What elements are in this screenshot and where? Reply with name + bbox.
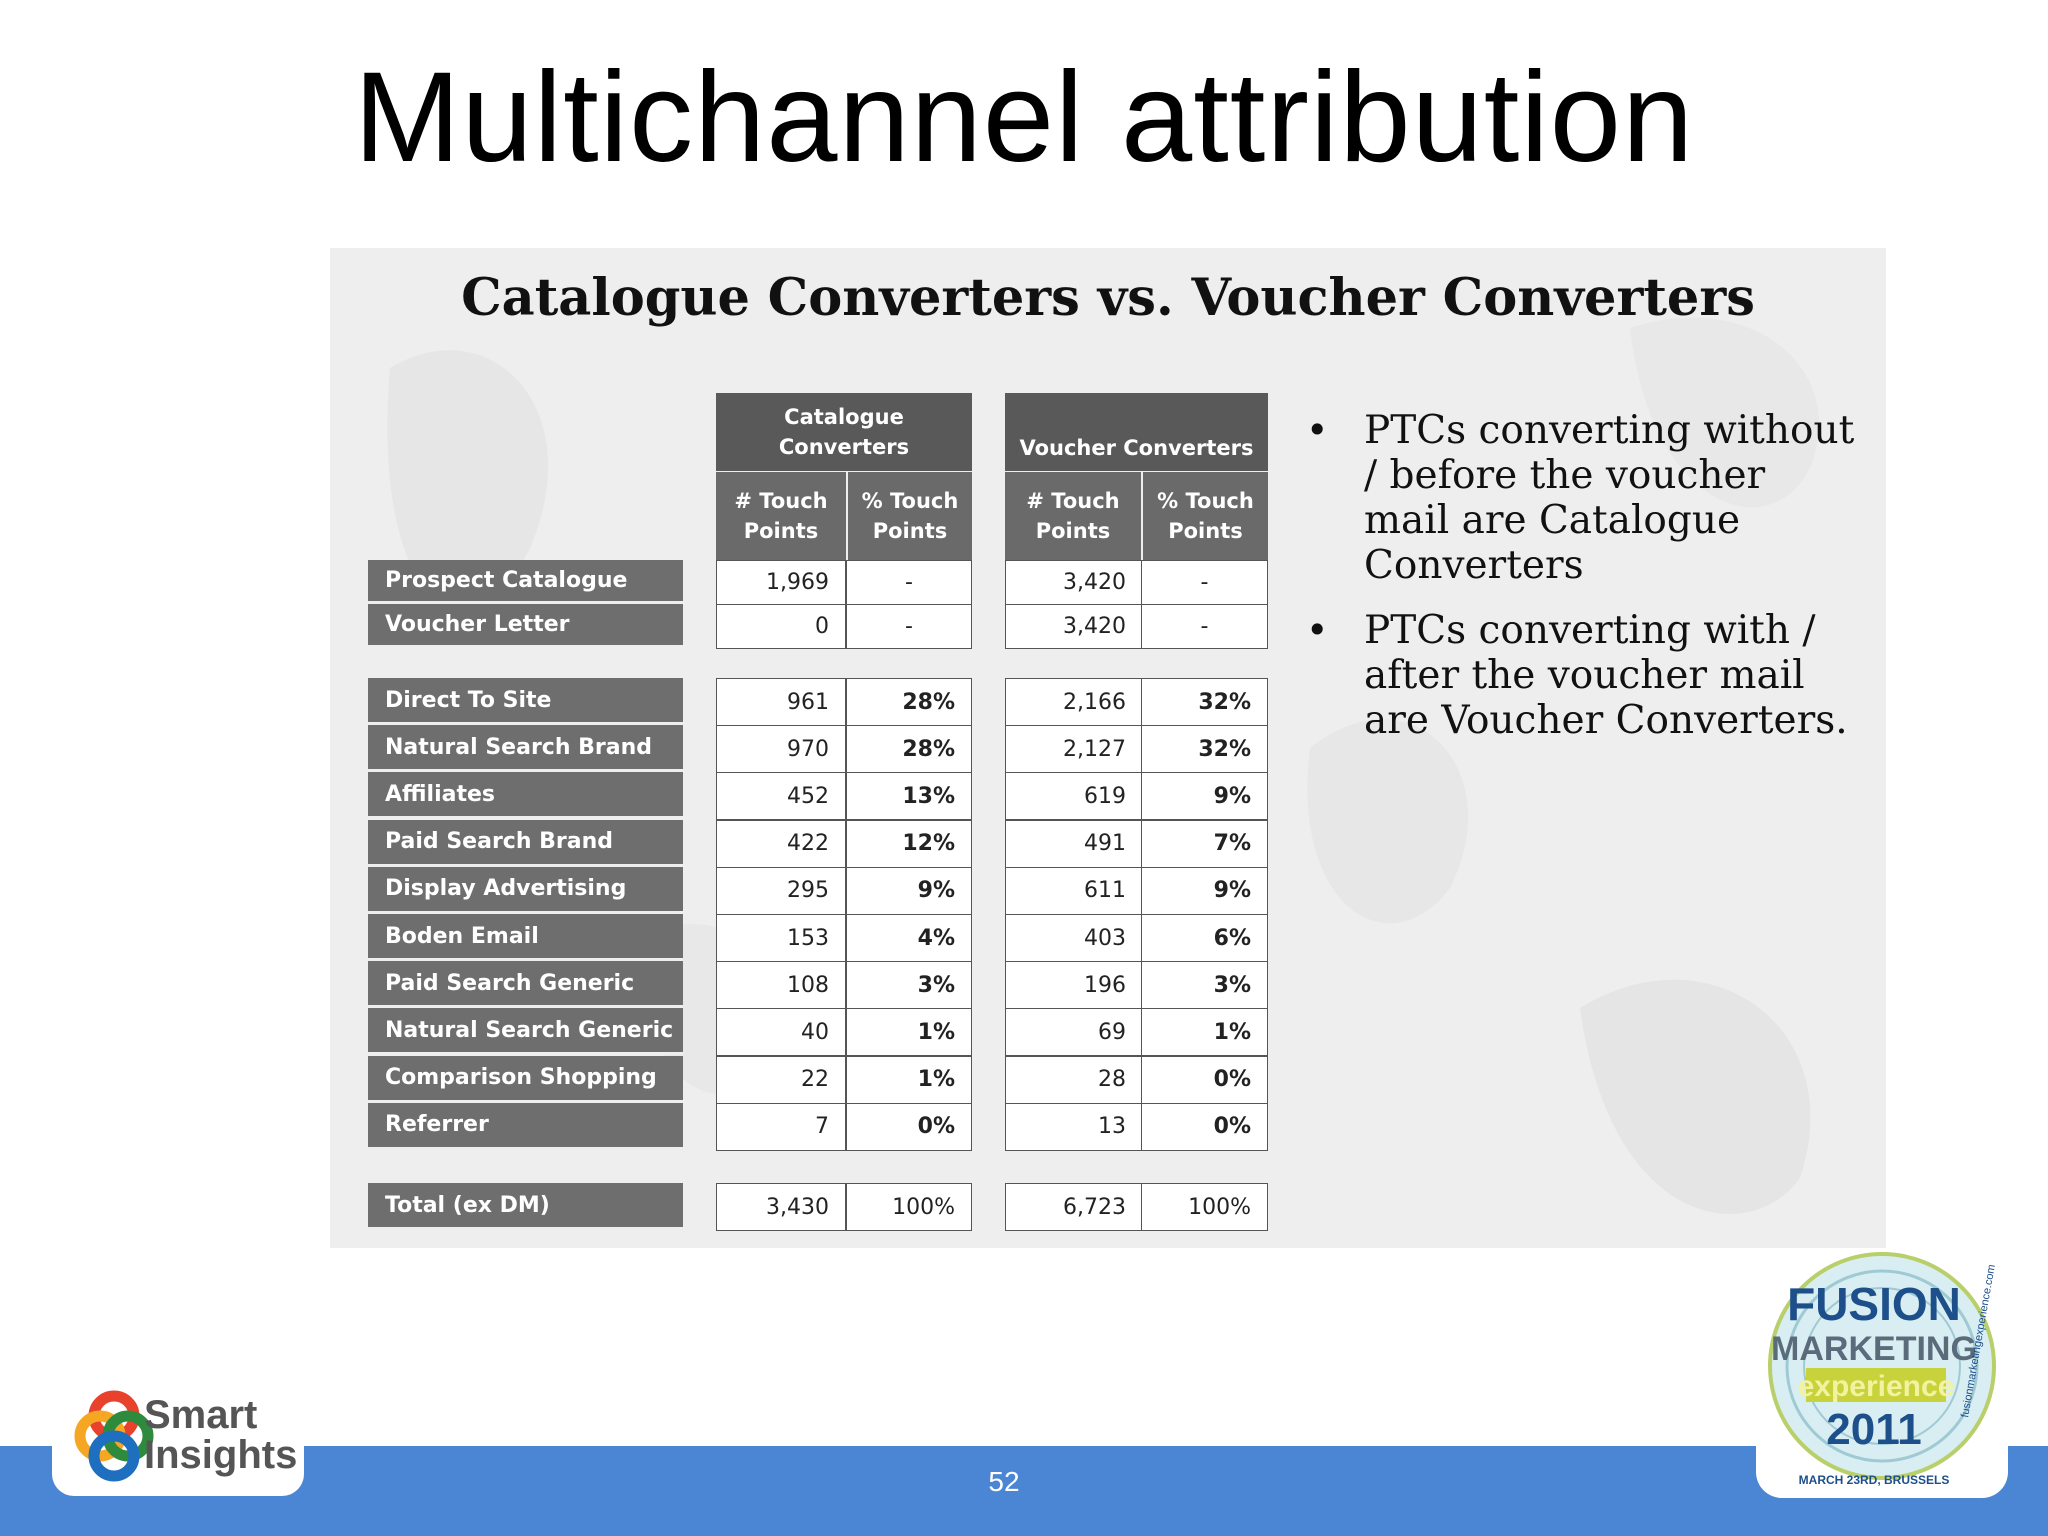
voucher-count-cell: 3,420 [1005, 560, 1143, 605]
header-line: Points [1035, 519, 1111, 543]
voucher-count-cell: 6,723 [1005, 1183, 1143, 1231]
catalogue-count-cell: 40 [716, 1008, 846, 1056]
header-line: Catalogue [784, 405, 904, 429]
catalogue-percent-cell: 100% [846, 1183, 972, 1231]
voucher-count-cell: 619 [1005, 772, 1143, 820]
row-label: Natural Search Generic [368, 1008, 683, 1055]
bullet-text: PTCs converting without / before the voucher mail are Catalogue Converters [1364, 408, 1855, 588]
catalogue-percent-cell: 1% [846, 1056, 972, 1104]
voucher-percent-cell: 32% [1141, 725, 1268, 773]
bullet-item [1300, 408, 1860, 588]
voucher-converters-header [1005, 393, 1268, 471]
row-label: Prospect Catalogue [368, 560, 683, 604]
content-panel [330, 248, 1886, 1248]
logo-marketing-text: MARKETING [1771, 1330, 1977, 1368]
bullet-list [1300, 408, 1860, 763]
fusion-marketing-seal-icon [1756, 1248, 2008, 1498]
catalogue-percent-cell: 1% [846, 1008, 972, 1056]
catalogue-percent-cell: 3% [846, 961, 972, 1009]
voucher-percent-cell: 6% [1141, 914, 1268, 962]
catalogue-percent-cell: 13% [846, 772, 972, 820]
row-label: Direct To Site [368, 678, 683, 725]
catalogue-percent-cell: 9% [846, 867, 972, 915]
catalogue-count-cell: 0 [716, 604, 846, 649]
header-line: Points [743, 519, 819, 543]
catalogue-percent-cell: - [846, 604, 972, 649]
bullet-text: PTCs converting with / after the voucher mail are Voucher Converters. [1364, 608, 1848, 743]
catalogue-percent-cell: 4% [846, 914, 972, 962]
smart-insights-logo [52, 1368, 304, 1496]
voucher-percent-cell: 7% [1141, 820, 1268, 868]
logo-fusion-text: FUSION [1787, 1278, 1961, 1330]
fusion-marketing-logo [1756, 1248, 2008, 1498]
voucher-count-cell: 3,420 [1005, 604, 1143, 649]
logo-text-line1: Smart [144, 1393, 258, 1437]
header-line: % Touch [861, 489, 959, 513]
voucher-percent-cell: 32% [1141, 678, 1268, 726]
row-label: Display Advertising [368, 867, 683, 914]
catalogue-count-cell: 970 [716, 725, 846, 773]
catalogue-count-cell: 7 [716, 1103, 846, 1151]
voucher-count-cell: 196 [1005, 961, 1143, 1009]
catalogue-touch-count-header [716, 472, 846, 560]
catalogue-count-cell: 3,430 [716, 1183, 846, 1231]
voucher-count-cell: 611 [1005, 867, 1143, 915]
catalogue-percent-cell: 0% [846, 1103, 972, 1151]
header-line: Voucher Converters [1019, 436, 1254, 460]
voucher-count-cell: 69 [1005, 1008, 1143, 1056]
voucher-percent-cell: - [1141, 560, 1268, 605]
page-number: 52 [988, 1466, 1020, 1497]
voucher-percent-cell: 0% [1141, 1056, 1268, 1104]
header-line: # Touch [734, 489, 828, 513]
voucher-count-cell: 2,127 [1005, 725, 1143, 773]
voucher-count-cell: 403 [1005, 914, 1143, 962]
header-line: Points [1168, 519, 1243, 543]
catalogue-touch-percent-header [848, 472, 972, 560]
logo-experience-text: experience [1797, 1370, 1955, 1403]
header-line: # Touch [1026, 489, 1120, 513]
bullet-dot: • [1306, 608, 1329, 652]
catalogue-count-cell: 108 [716, 961, 846, 1009]
logo-ring-text: fusionmarketingexperience.com [1959, 1263, 1998, 1419]
row-label: Comparison Shopping [368, 1056, 683, 1103]
catalogue-percent-cell: 12% [846, 820, 972, 868]
catalogue-percent-cell: 28% [846, 678, 972, 726]
voucher-count-cell: 2,166 [1005, 678, 1143, 726]
voucher-percent-cell: 3% [1141, 961, 1268, 1009]
header-line: Converters [778, 435, 910, 459]
voucher-percent-cell: 100% [1141, 1183, 1268, 1231]
row-label: Paid Search Brand [368, 820, 683, 867]
header-line: Points [872, 519, 948, 543]
slide-title: Multichannel attribution [353, 46, 1695, 189]
voucher-count-cell: 491 [1005, 820, 1143, 868]
row-label: Voucher Letter [368, 604, 683, 648]
row-label: Paid Search Generic [368, 961, 683, 1008]
bullet-dot: • [1306, 408, 1329, 452]
catalogue-percent-cell: - [846, 560, 972, 605]
voucher-percent-cell: 1% [1141, 1008, 1268, 1056]
voucher-percent-cell: 9% [1141, 772, 1268, 820]
bullet-item [1300, 608, 1860, 743]
smart-insights-emblem-icon [52, 1368, 304, 1496]
voucher-percent-cell: - [1141, 604, 1268, 649]
voucher-count-cell: 13 [1005, 1103, 1143, 1151]
logo-date-text: MARCH 23RD, BRUSSELS [1798, 1473, 1950, 1487]
catalogue-count-cell: 295 [716, 867, 846, 915]
row-label: Boden Email [368, 914, 683, 961]
catalogue-count-cell: 452 [716, 772, 846, 820]
catalogue-count-cell: 153 [716, 914, 846, 962]
catalogue-converters-header [716, 393, 972, 471]
panel-title: Catalogue Converters vs. Voucher Converters [461, 268, 1755, 328]
row-label: Natural Search Brand [368, 725, 683, 772]
row-label: Affiliates [368, 772, 683, 819]
row-label: Total (ex DM) [368, 1183, 683, 1230]
voucher-percent-cell: 0% [1141, 1103, 1268, 1151]
voucher-count-cell: 28 [1005, 1056, 1143, 1104]
catalogue-count-cell: 22 [716, 1056, 846, 1104]
logo-year-text: 2011 [1826, 1405, 1922, 1454]
catalogue-count-cell: 422 [716, 820, 846, 868]
catalogue-percent-cell: 28% [846, 725, 972, 773]
header-line: % Touch [1157, 489, 1254, 513]
voucher-percent-cell: 9% [1141, 867, 1268, 915]
row-label: Referrer [368, 1103, 683, 1150]
voucher-touch-count-header [1005, 472, 1141, 560]
logo-text-line2: Insights [144, 1433, 298, 1477]
catalogue-count-cell: 961 [716, 678, 846, 726]
voucher-touch-percent-header [1143, 472, 1268, 560]
catalogue-count-cell: 1,969 [716, 560, 846, 605]
